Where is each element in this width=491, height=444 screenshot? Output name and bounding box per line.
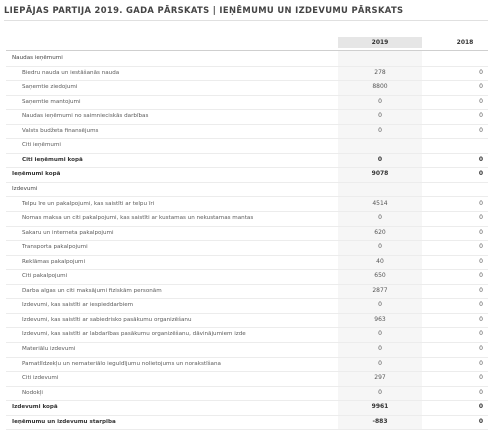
value-2019: 8800 [372,83,388,91]
row-label: Citi izdevumi [22,375,59,382]
value-2019: 0 [378,345,382,352]
row-label: Naudas ieņēmumi no saimnieciskās darbības [22,113,149,120]
table-row [6,124,488,140]
value-2018: 0 [479,359,483,367]
value-2018: 0 [479,214,483,222]
value-2018: 0 [479,315,483,323]
value-2018: 0 [479,388,483,396]
table-row [6,226,488,242]
row-label: Reklāmas pakalpojumi [22,258,86,265]
value-2018: 0 [479,228,483,236]
value-2019: 9078 [371,170,389,178]
value-2018: 0 [479,330,483,338]
value-2019: 0 [378,126,382,134]
table-row [6,211,488,227]
value-2019: -883 [372,417,388,425]
value-2018: 0 [478,417,483,425]
value-2018: 0 [478,170,483,178]
title-divider [4,20,488,21]
table-row [6,197,488,213]
value-2019: 4514 [372,199,388,207]
value-2018: 0 [479,112,483,120]
table-row [6,386,488,402]
value-2019: 0 [378,388,382,396]
value-2019: 0 [378,214,382,222]
value-2018: 0 [479,345,483,352]
value-2019: 963 [374,315,386,323]
value-2019: 9961 [371,403,389,411]
value-2019: 0 [378,112,382,120]
value-2018: 0 [478,155,483,163]
table-row [6,298,488,314]
row-label: Saņemtie ziedojumi [22,84,78,91]
row-label: Izdevumi [12,185,38,192]
table-row [6,313,488,329]
value-2018: 0 [479,199,483,207]
value-2018: 0 [479,301,483,309]
table-row [6,371,488,387]
total-row [6,415,488,431]
table-row [6,240,488,256]
table-row [6,255,488,271]
row-label: Izdevumi, kas saistīti ar iespieddarbiem [22,302,134,309]
value-2018: 0 [479,286,483,294]
row-label: Ieņēmumu un izdevumu starpība [12,418,116,425]
row-label: Pamatlīdzekļu un nemateriālo ieguldījumu nolietojums un norakstīšana [22,360,221,367]
row-label: Izdevumi, kas saistīti ar labdarības pasākumu organizēšanu, dāvinājumiem izde [22,331,246,338]
row-label: Nomas maksa un citi pakalpojumi, kas saistīti ar kustamas un nekustamas mantas [22,215,254,222]
section-header-row [6,51,488,67]
table-row [6,284,488,300]
row-label: Naudas ieņēmumi [12,55,63,61]
value-2019: 0 [378,359,382,367]
value-2019: 40 [376,257,384,265]
value-2018: 0 [479,97,483,105]
row-label: Citi ieņēmumi [22,142,61,149]
total-row [6,400,488,416]
value-2018: 0 [478,403,483,411]
value-2018: 0 [479,272,483,280]
table-row [6,327,488,343]
value-2019: 0 [377,155,383,163]
value-2019: 0 [378,301,382,309]
report-title: LIEPĀJAS PARTIJA 2019. GADA PĀRSKATS | IEŅĒMUMU UN IZDEVUMU PĀRSKATS [4,5,404,15]
row-label: Citi pakalpojumi [22,273,68,280]
row-label: Telpu īre un pakalpojumi, kas saistīti ar telpu īri [22,200,155,207]
row-label: Transporta pakalpojumi [22,244,88,251]
row-label: Valsts budžeta finansējums [22,127,99,134]
row-label: Sakaru un interneta pakalpojumi [22,229,114,236]
value-2019: 297 [374,374,386,382]
table-row [6,109,488,125]
value-2019: 2877 [372,286,388,294]
value-2019: 0 [378,330,382,338]
value-2019: 278 [374,68,386,76]
value-2018: 0 [479,126,483,134]
row-label: Darba algas un citi maksājumi fiziskām personām [22,287,162,294]
value-2018: 0 [479,243,483,251]
row-label: Izdevumi, kas saistīti ar sabiedrisko pasākumu organizēšanu [22,316,192,323]
row-label: Nodokļi [22,389,43,396]
row-label: Saņemtie mantojumi [22,98,81,105]
section-header-row [6,182,488,198]
value-2019: 0 [378,243,382,251]
value-2018: 0 [479,83,483,91]
value-2019: 650 [374,272,386,280]
value-2018: 0 [479,374,483,382]
value-2018: 0 [479,68,483,76]
row-label: Citi ieņēmumi kopā [22,156,83,163]
total-row [6,167,488,183]
row-label: Izdevumi kopā [12,404,58,411]
table-row [6,269,488,285]
column-header-2019: 2019 [371,39,389,46]
row-label: Biedru nauda un iestāšanās nauda [22,69,120,76]
value-2019: 620 [374,228,386,236]
table-row [6,66,488,82]
value-2018: 0 [479,257,483,265]
total-row [6,153,488,169]
column-header-2018: 2018 [456,39,474,46]
table-row [6,357,488,373]
table-row [6,95,488,111]
row-label: Ieņēmumi kopā [12,171,61,178]
table-row [6,138,488,154]
value-2019: 0 [378,97,382,105]
row-label: Materiālu izdevumi [22,346,76,352]
table-row [6,342,488,358]
table-row [6,80,488,96]
